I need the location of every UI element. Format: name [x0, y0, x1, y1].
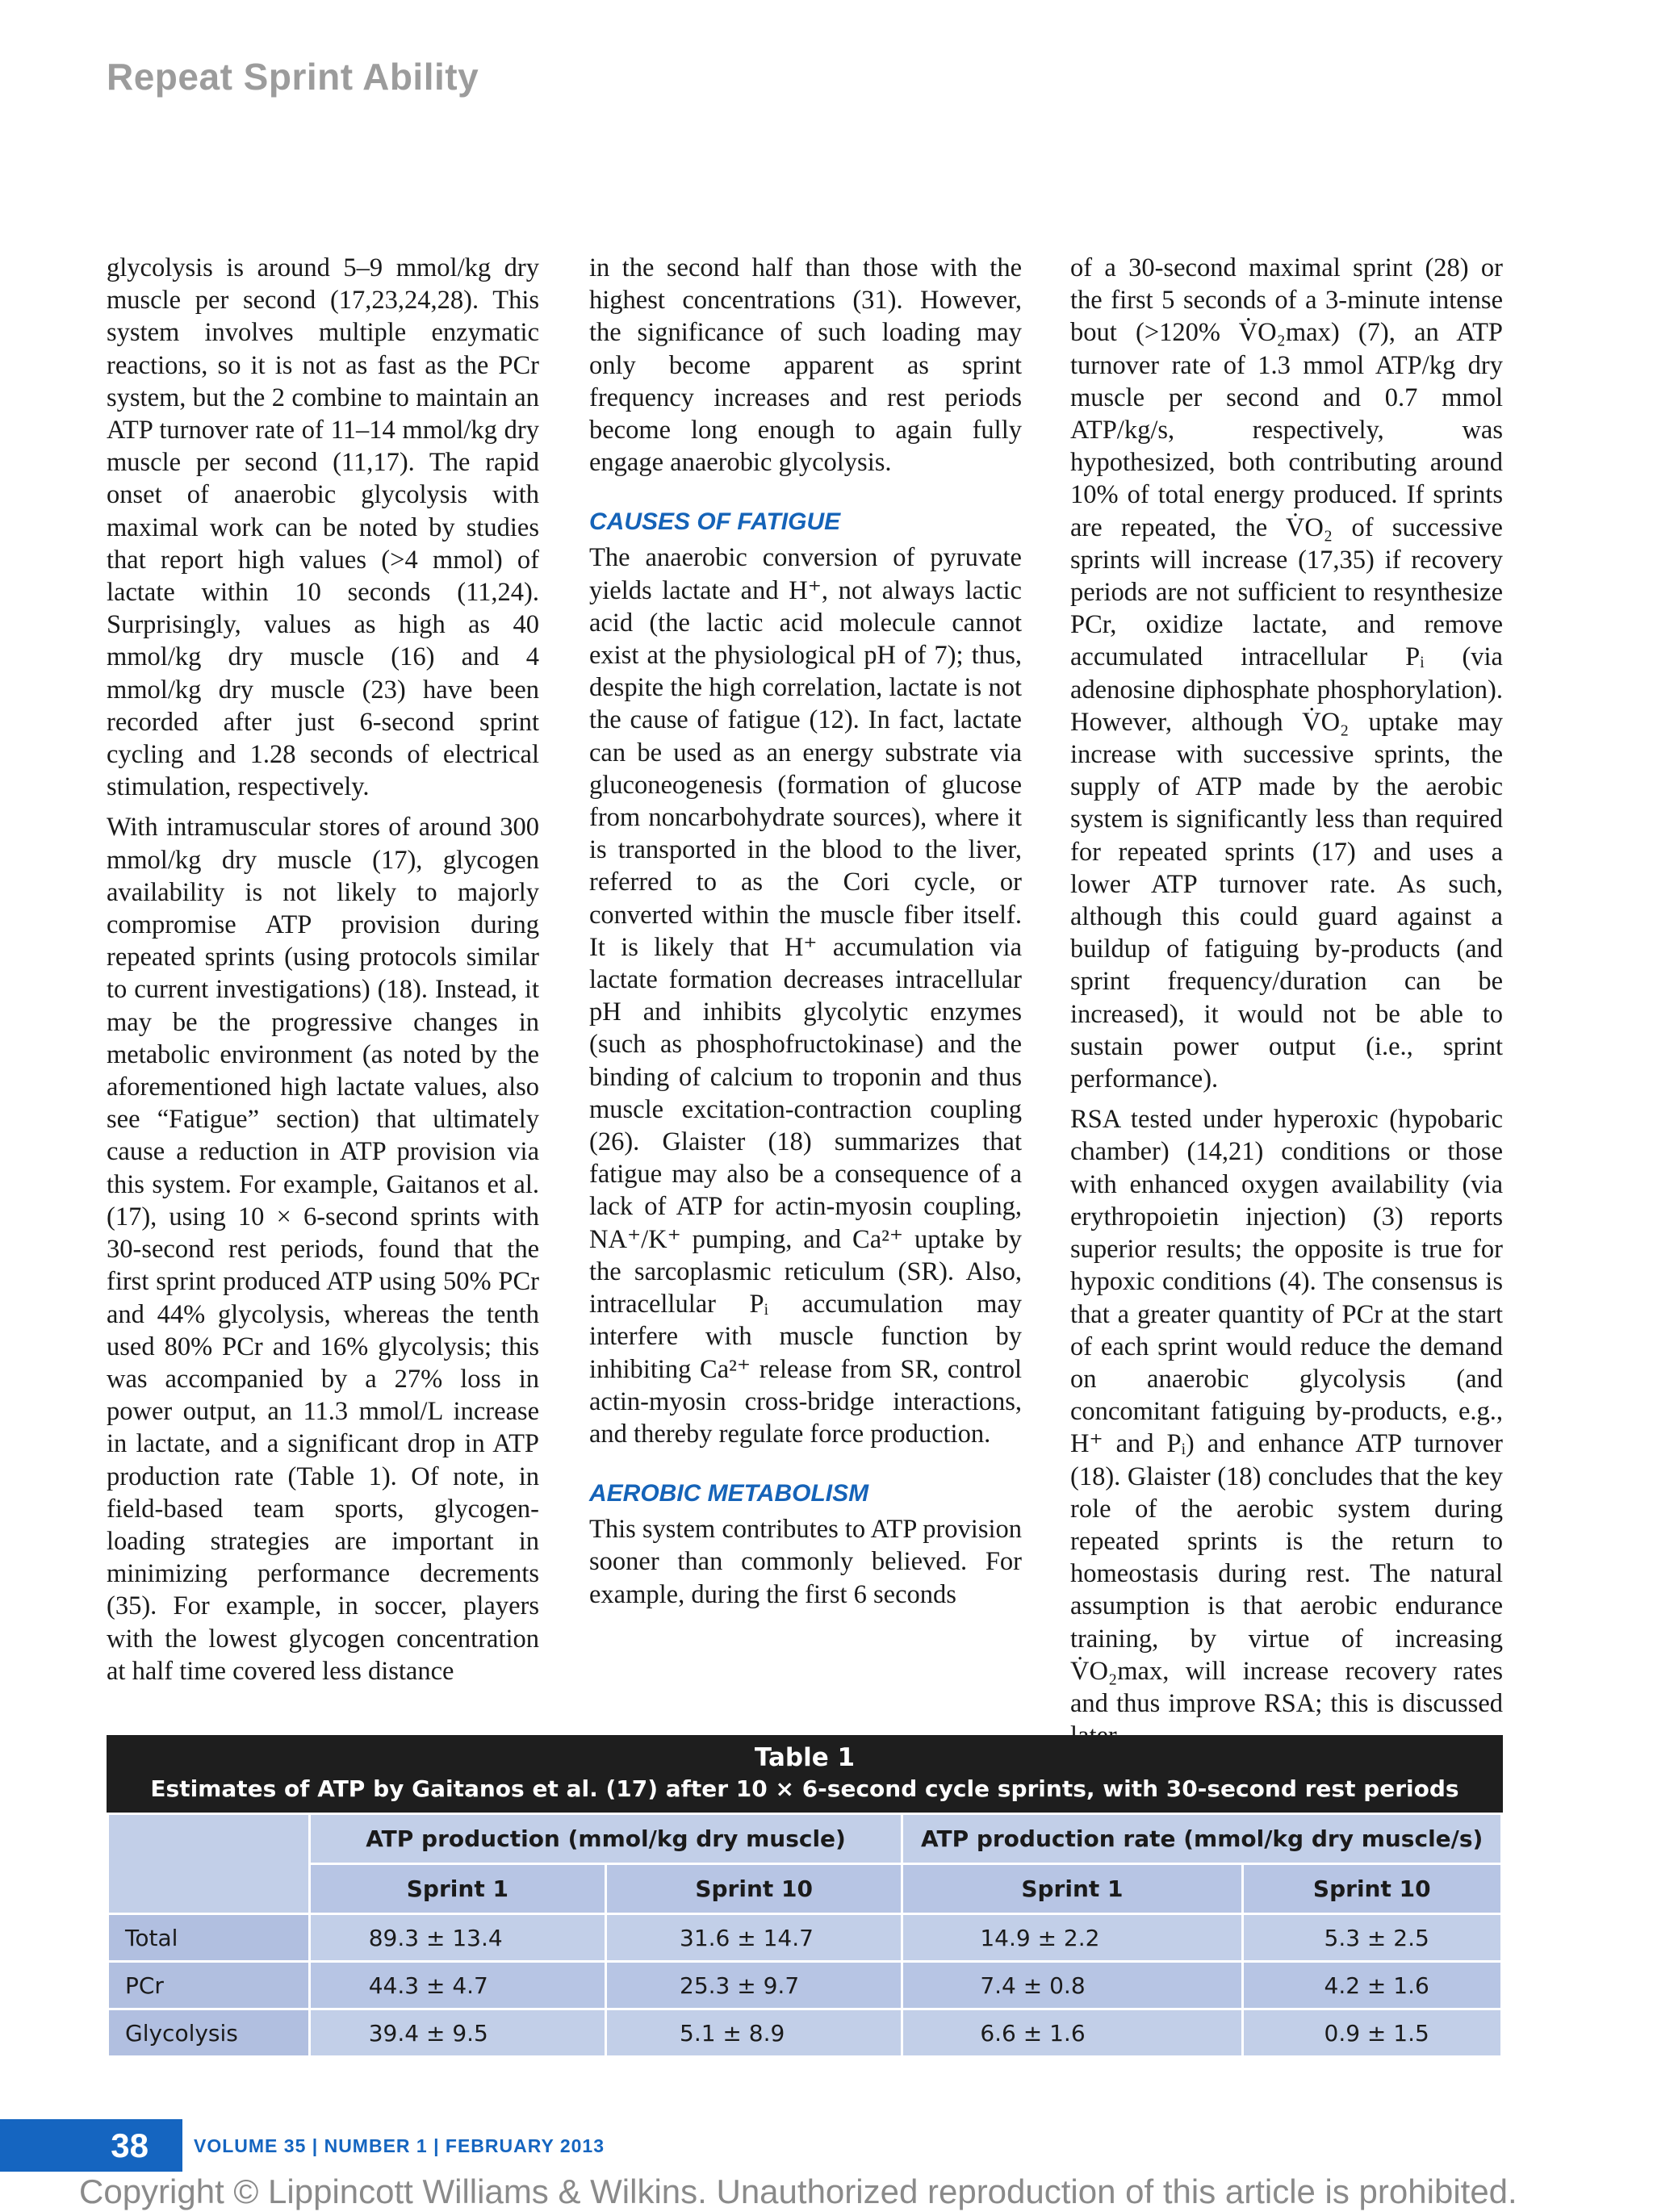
table-1: [107, 1735, 1503, 2058]
table-cell: 25.3 ± 9.7: [606, 1962, 902, 2009]
table-cell: 7.4 ± 0.8: [902, 1962, 1242, 2009]
paragraph: of a 30-second maximal sprint (28) or the first 5 seconds of a 3-minute intense bout (>120% V̇O₂max) (7), an ATP turnover rate of 1.3 mmol ATP/kg dry muscle per second and 0.7 mmol ATP/kg/s, respectively, was hypothesized, both contributing around 10% of total energy produced. If sprints are repeated, the V̇O₂ of successive sprints will increase (17,35) if recovery periods are not sufficient to resynthesize PCr, oxidize lactate, and remove accumulated intracellular Pᵢ (via adenosine diphosphate phosphorylation). However, although V̇O₂ uptake may increase with successive sprints, the supply of ATP made by the aerobic system is significantly less than required for repeated sprints (17) and uses a lower ATP turnover rate. As such, although this could guard against a buildup of fatiguing by-products (and sprint frequency/duration can be increased), it would not be able to sustain power output (i.e., sprint performance).: [1070, 253, 1503, 1094]
section-heading-causes-of-fatigue: CAUSES OF FATIGUE: [589, 508, 841, 536]
copyright-notice: Copyright © Lippincott Williams & Wilkins. Unauthorized reproduction of this article is prohibited.: [79, 2172, 1517, 2210]
table-cell: 5.1 ± 8.9: [606, 2009, 902, 2057]
table-caption: Estimates of ATP by Gaitanos et al. (17) after 10 × 6-second cycle sprints, with 30-second rest periods: [150, 1775, 1459, 1802]
text-column-2: [589, 252, 1022, 1611]
table-row-total: [108, 1914, 1502, 1962]
table-cell: 31.6 ± 14.7: [606, 1914, 902, 1962]
paragraph: The anaerobic conversion of pyruvate yields lactate and H⁺, not always lactic acid (the lactic acid molecule cannot exist at the physiological pH of 7); thus, despite the high correlation, lactate is not the cause of fatigue (12). In fact, lactate can be used as an energy substrate via gluconeogenesis (formation of glucose from noncarbohydrate sources), where it is transported in the blood to the liver, referred to as the Cori cycle, or converted within the muscle fiber itself. It is likely that H⁺ accumulation via lactate formation decreases intracellular pH and inhibits glycolytic enzymes (such as phosphofructokinase) and the binding of calcium to troponin and thus muscle excitation-contraction coupling (26). Glaister (18) summarizes that fatigue may also be a consequence of a lack of ATP for actin-myosin coupling, NA⁺/K⁺ pumping, and Ca²⁺ uptake by the sarcoplasmic reticulum (SR). Also, intracellular Pᵢ accumulation may interfere with muscle function by inhibiting Ca²⁺ release from SR, control actin-myosin cross-bridge interactions, and thereby regulate force production.: [589, 543, 1022, 1449]
paragraph: in the second half than those with the highest concentrations (31). However, the significance of such loading may only become apparent as sprint frequency increases and rest periods become long enough to again fully engage anaerobic glycolysis.: [589, 253, 1022, 478]
issue-info: VOLUME 35 | NUMBER 1 | FEBRUARY 2013: [194, 2135, 605, 2156]
paragraph: RSA tested under hyperoxic (hypobaric chamber) (14,21) conditions or those with enhanced oxygen availability (via erythropoietin injection) (3) reports superior results; the opposite is true for hypoxic conditions (4). The consensus is that a greater quantity of PCr at the start of each sprint would reduce the demand on anaerobic glycolysis (and concomitant fatiguing by-products, e.g., H⁺ and Pᵢ) and enhance ATP turnover (18). Glaister (18) concludes that the key role of the aerobic system during repeated sprints is the return to homeostasis during rest. The natural assumption is that aerobic endurance training, by virtue of increasing V̇O₂max, will increase recovery rates and thus improve RSA; this is discussed: [1070, 1105, 1503, 1718]
table-row-pcr: [108, 1962, 1502, 2009]
column-group-rate: ATP production rate (mmol/kg dry muscle/s): [902, 1814, 1502, 1864]
paragraph: With intramuscular stores of around 300 mmol/kg dry muscle (17), glycogen availability is not likely to majorly compromise ATP provision during repeated sprints (using protocols similar to current investigations) (18). Instead, it may be the progressive changes in metabolic environment (as noted by the aforementioned high lactate values, also see “Fatigue” section) that ultimately cause a reduction in ATP provision via this system. For example, Gaitanos et al. (17), using 10 × 6-second sprints with 30-second rest periods, found that the first sprint produced ATP using 50% PCr and 44% glycolysis, whereas the tenth used 80% PCr and 16% glycolysis; this was accompanied by a 27% loss in power output, an 11.3 mmol/L increase in lactate, and a significant drop in ATP production rate (Table 1). Of note, in field-based team sports, glycogen-loading strategies are important in minimizing performance decrements (35). For example, in soccer, players with the lowest glycogen concentration at half time covered less distance: [107, 813, 539, 1686]
table-cell: 0.9 ± 1.5: [1242, 2009, 1502, 2057]
text-column-3: [1070, 252, 1503, 1752]
table-corner-cell: [108, 1814, 310, 1914]
data-table: [107, 1813, 1503, 2058]
row-label: Total: [108, 1914, 310, 1962]
column-header-sprint-10: Sprint 10: [606, 1864, 902, 1914]
running-head: Repeat Sprint Ability: [107, 56, 479, 98]
text-column-1: [107, 252, 539, 1687]
table-cell: 89.3 ± 13.4: [309, 1914, 605, 1962]
table-cell: 4.2 ± 1.6: [1242, 1962, 1502, 2009]
section-heading-aerobic-metabolism: AEROBIC METABOLISM: [589, 1480, 869, 1507]
column-header-sprint-1: Sprint 1: [309, 1864, 605, 1914]
page-number: 38: [0, 2119, 182, 2172]
table-cell: 6.6 ± 1.6: [902, 2009, 1242, 2057]
paragraph: This system contributes to ATP provision sooner than commonly believed. For example, during the first 6 seconds: [589, 1515, 1022, 1609]
table-header-bar: [107, 1735, 1503, 1813]
table-cell: 5.3 ± 2.5: [1242, 1914, 1502, 1962]
table-row-glycolysis: [108, 2009, 1502, 2057]
row-label: PCr: [108, 1962, 310, 2009]
table-cell: 39.4 ± 9.5: [309, 2009, 605, 2057]
table-title: Table 1: [754, 1743, 856, 1772]
column-header-sprint-10: Sprint 10: [1242, 1864, 1502, 1914]
row-label: Glycolysis: [108, 2009, 310, 2057]
table-cell: 44.3 ± 4.7: [309, 1962, 605, 2009]
column-header-sprint-1: Sprint 1: [902, 1864, 1242, 1914]
column-group-production: ATP production (mmol/kg dry muscle): [309, 1814, 902, 1864]
table-cell: 14.9 ± 2.2: [902, 1914, 1242, 1962]
paragraph: glycolysis is around 5–9 mmol/kg dry muscle per second (17,23,24,28). This system involves multiple enzymatic reactions, so it is not as fast as the PCr system, but the 2 combine to maintain an ATP turnover rate of 11–14 mmol/kg dry muscle per second (11,17). The rapid onset of anaerobic glycolysis with maximal work can be noted by studies that report high values (>4 mmol) of lactate within 10 seconds (11,24). Surprisingly, values as high as 40 mmol/kg dry muscle (16) and 4 mmol/kg dry muscle (23) have been recorded after just 6-second sprint cycling and 1.28 seconds of electrical stimulation, respectively.: [107, 253, 539, 802]
